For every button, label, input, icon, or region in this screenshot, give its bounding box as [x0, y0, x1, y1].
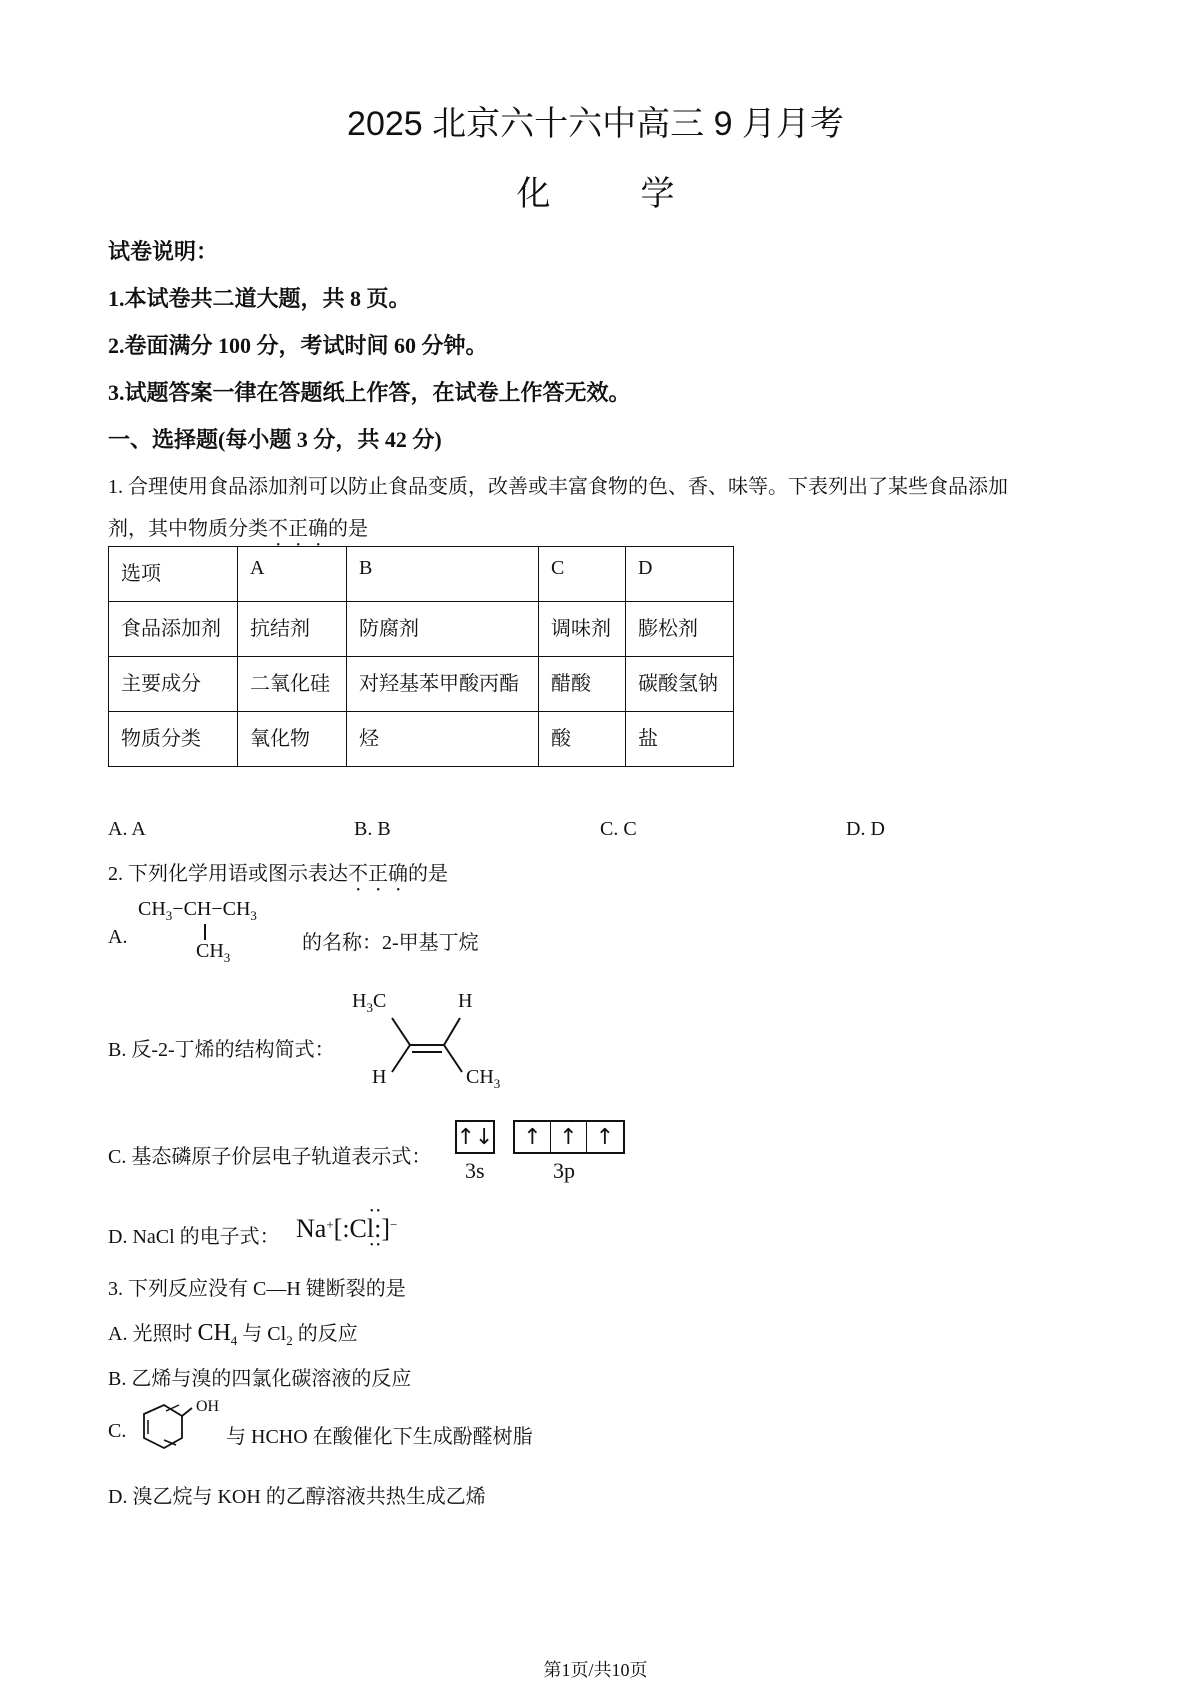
subject-char-2: 学 — [640, 175, 675, 213]
table-cell: D — [626, 547, 734, 602]
table-cell: 主要成分 — [109, 657, 238, 712]
table-cell: 盐 — [626, 712, 734, 767]
q3-option-d: D. 溴乙烷与 KOH 的乙醇溶液共热生成乙烯 — [108, 1486, 486, 1508]
trans-2-butene-structure-icon — [360, 1000, 500, 1090]
table-row — [109, 712, 734, 767]
formula-sub: 3 — [223, 950, 231, 965]
q1-stem-end: 的是 — [328, 518, 368, 540]
section-heading: 一、选择题(每小题 3 分，共 42 分) — [108, 427, 442, 452]
q2-a-formula-bottom — [196, 940, 230, 966]
lone-pair-bottom: •• — [370, 1240, 384, 1251]
q3-option-a — [108, 1317, 358, 1349]
instruction-item-2: 2.卷面满分 100 分，考试时间 60 分钟。 — [108, 333, 488, 358]
orbital-cell: ↑↓ — [456, 1124, 494, 1150]
q2-emphasis: 不正确 — [348, 863, 408, 885]
q3-stem: 3. 下列反应没有 C—H 键断裂的是 — [108, 1278, 406, 1300]
formula-part: −CH−CH — [172, 898, 251, 920]
orbital-3p-box — [513, 1120, 625, 1154]
q3-option-c-label: C. — [108, 1420, 127, 1442]
table-cell: C — [539, 547, 626, 602]
table-cell: 二氧化硅 — [238, 657, 347, 712]
instructions-heading: 试卷说明： — [108, 239, 219, 264]
q1-emphasis: 不正确 — [268, 518, 328, 540]
table-cell: 防腐剂 — [347, 602, 539, 657]
table-cell: 对羟基苯甲酸丙酯 — [347, 657, 539, 712]
q1-option-b: B. B — [354, 818, 391, 840]
table-cell: 选项 — [109, 547, 238, 602]
atom: C — [372, 990, 387, 1012]
table-cell: 膨松剂 — [626, 602, 734, 657]
orbital-3s-box — [455, 1120, 495, 1154]
formula-sub: 4 — [230, 1333, 238, 1348]
formula-sub: 3 — [165, 908, 173, 923]
orbital-3p-label: 3p — [553, 1158, 575, 1183]
orbital-3s-label: 3s — [465, 1158, 485, 1183]
table-cell: B — [347, 547, 539, 602]
structure-label-tr: H — [458, 990, 473, 1012]
formula-part: CH — [138, 898, 166, 920]
option-text: A. 光照时 — [108, 1323, 198, 1345]
option-text: 的反应 — [292, 1323, 358, 1345]
formula-sub: 3 — [250, 908, 257, 923]
q3-option-c-text: 与 HCHO 在酸催化下生成酚醛树脂 — [226, 1426, 533, 1448]
formula-part: [:Cl:] — [333, 1214, 391, 1243]
table-cell: 抗结剂 — [238, 602, 347, 657]
formula-sub: 2 — [286, 1333, 293, 1348]
q1-table — [108, 546, 734, 767]
q1-stem-text: 剂，其中物质分类 — [108, 518, 268, 540]
formula-sub: 3 — [366, 1000, 373, 1015]
table-cell: 调味剂 — [539, 602, 626, 657]
table-cell: 烃 — [347, 712, 539, 767]
q3-option-b: B. 乙烯与溴的四氯化碳溶液的反应 — [108, 1368, 412, 1390]
table-row — [109, 602, 734, 657]
formula-sup: + — [326, 1217, 334, 1232]
q1-option-a: A. A — [108, 818, 146, 840]
orbital-cell: ↑ — [515, 1122, 551, 1152]
formula-sup: − — [390, 1217, 398, 1232]
table-cell: 碳酸氢钠 — [626, 657, 734, 712]
bond-line — [204, 924, 206, 940]
atom: H — [352, 990, 367, 1012]
q2-a-label: A. — [108, 926, 128, 948]
subject-title — [0, 166, 1191, 215]
exam-title: 2025 北京六十六中高三 9 月月考 — [347, 105, 844, 143]
q2-stem-end: 的是 — [408, 863, 448, 885]
q2-a-formula-top — [138, 898, 257, 924]
table-cell: 酸 — [539, 712, 626, 767]
q1-option-d: D. D — [846, 818, 885, 840]
page-number: 第1页/共10页 — [543, 1660, 648, 1680]
option-text: 与 Cl — [237, 1323, 287, 1345]
q2-stem — [108, 857, 448, 896]
orbital-cell: ↑ — [551, 1122, 587, 1152]
table-header-row — [109, 547, 734, 602]
lone-pair-top: •• — [370, 1206, 384, 1217]
atom: CH — [466, 1066, 494, 1088]
formula-part: CH — [197, 1320, 231, 1346]
q1-stem-line1: 1. 合理使用食品添加剂可以防止食品变质，改善或丰富食物的色、香、味等。下表列出了某些食品添加 — [108, 476, 1008, 498]
table-cell: 食品添加剂 — [109, 602, 238, 657]
instruction-item-3: 3.试题答案一律在答题纸上作答，在试卷上作答无效。 — [108, 380, 631, 405]
formula-part: Na — [296, 1214, 327, 1243]
table-cell: 氧化物 — [238, 712, 347, 767]
formula-sub: 3 — [493, 1076, 501, 1091]
q1-option-c: C. C — [600, 818, 637, 840]
table-cell: 醋酸 — [539, 657, 626, 712]
table-cell: 物质分类 — [109, 712, 238, 767]
q2-c-label: C. 基态磷原子价层电子轨道表示式： — [108, 1146, 432, 1168]
q2-stem-text: 2. 下列化学用语或图示表达 — [108, 863, 348, 885]
formula-part: CH — [196, 940, 224, 962]
subject-char-1: 化 — [516, 175, 551, 213]
table-cell: A — [238, 547, 347, 602]
table-row — [109, 657, 734, 712]
orbital-cell: ↑ — [595, 1124, 615, 1150]
q2-a-text: 的名称：2-甲基丁烷 — [302, 932, 479, 954]
phenol-oh-label: OH — [196, 1398, 220, 1415]
q2-b-label: B. 反-2-丁烯的结构简式： — [108, 1039, 335, 1061]
structure-label-bl: H — [372, 1066, 387, 1088]
instruction-item-1: 1.本试卷共二道大题，共 8 页。 — [108, 286, 411, 311]
q2-d-label: D. NaCl 的电子式： — [108, 1226, 280, 1248]
